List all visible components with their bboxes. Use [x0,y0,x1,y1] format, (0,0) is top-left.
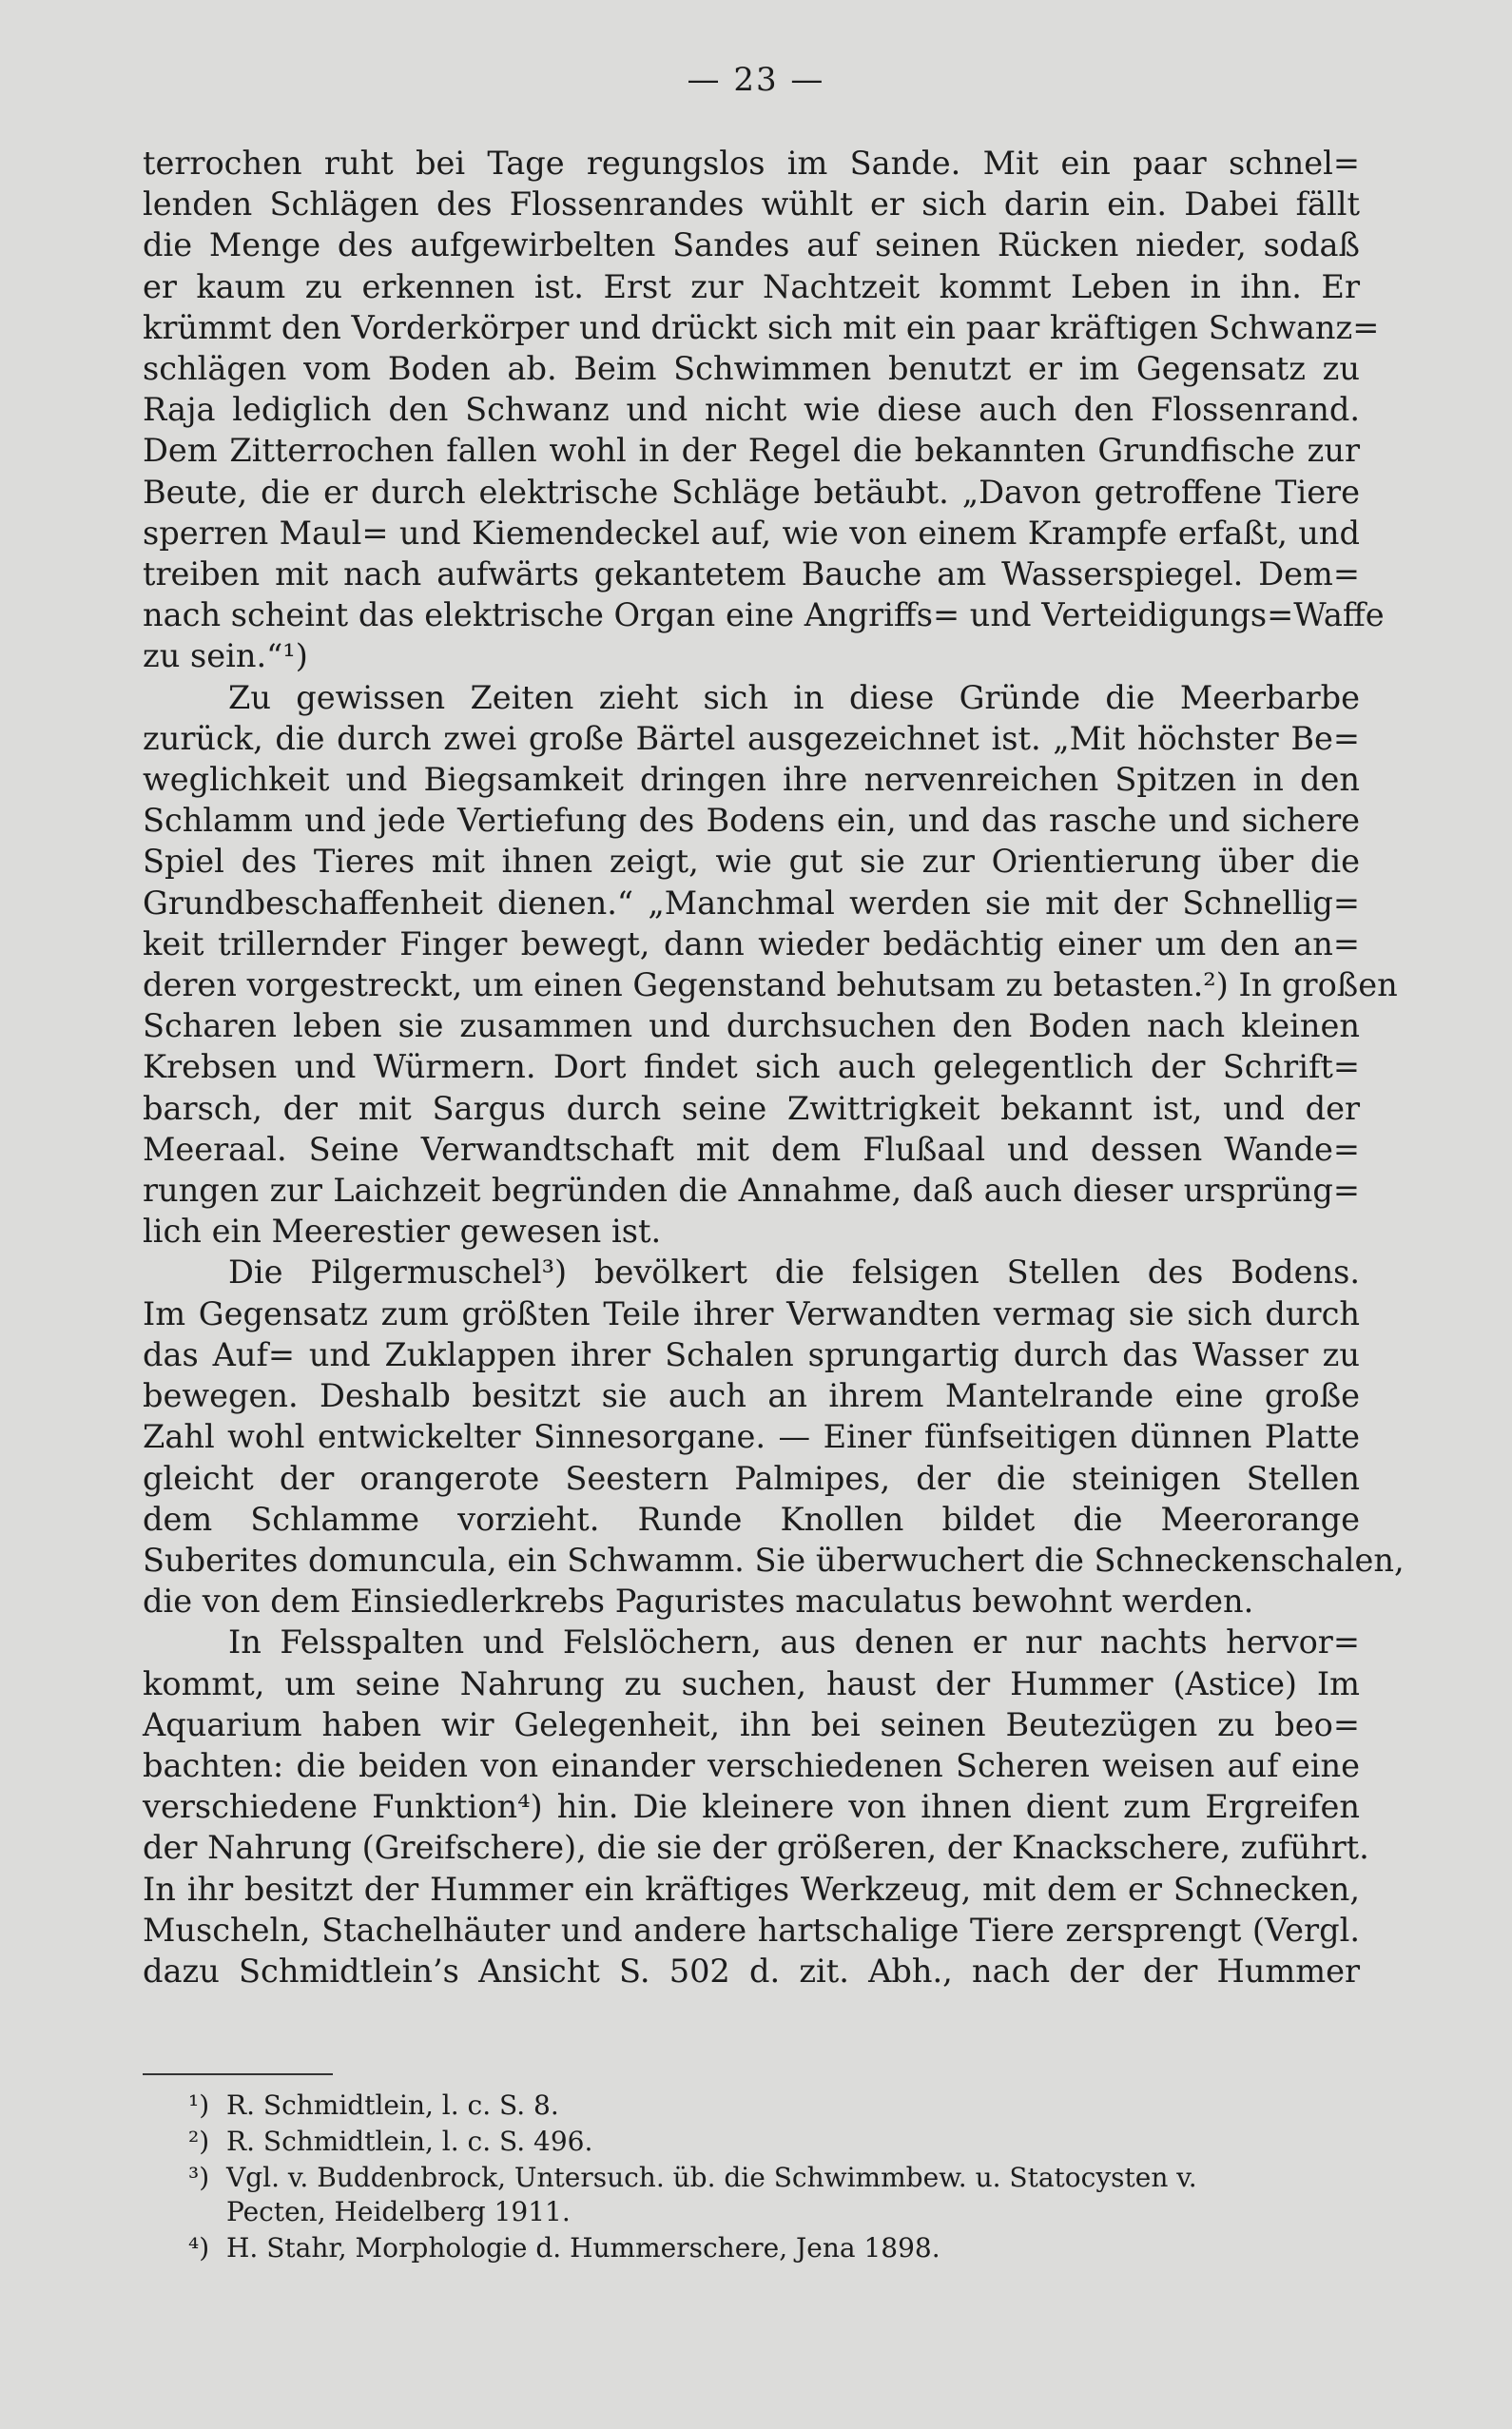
text-line: terrochen ruht bei Tage regungslos im Sande. Mit ein paar schnel= [143,145,1360,182]
text-line: barsch, der mit Sargus durch seine Zwittrigkeit bekannt ist, und der [143,1089,1360,1127]
text-line: die Menge des aufgewirbelten Sandes auf seinen Rücken nieder, sodaß [143,226,1360,264]
footnote-4 [188,2231,1348,2265]
footnote-1 [188,2089,1348,2123]
text-line: Spiel des Tieres mit ihnen zeigt, wie gut sie zur Orientierung über die [143,843,1360,881]
text-line: Dem Zitterrochen fallen wohl in der Regel die bekannten Grundfische zur [143,432,1360,470]
footnote-mark: ⁴) [188,2232,210,2264]
text-line: krümmt den Vorderkörper und drückt sich mit ein paar kräftigen Schwanz= [143,308,1380,346]
text-line: lich ein Meerestier gewesen ist. [143,1213,662,1251]
text-line: kommt, um seine Nahrung zu suchen, haust der Hummer (Astice) Im [143,1664,1360,1702]
footnote-text: H. Stahr, Morphologie d. Hummerschere, Jena 1898. [226,2232,940,2264]
text-line: der Nahrung (Greifschere), die sie der größeren, der Knackschere, zuführt. [143,1829,1369,1867]
text-line: Aquarium haben wir Gelegenheit, ihn bei seinen Beutezügen zu beo= [143,1705,1360,1743]
text-line: die von dem Einsiedlerkrebs Paguristes maculatus bewohnt werden. [143,1583,1254,1621]
text-line: Zahl wohl entwickelter Sinnesorgane. — Einer fünfseitigen dünnen Platte [143,1418,1360,1456]
text-line: keit trillernder Finger bewegt, dann wieder bedächtig einer um den an= [143,924,1360,962]
text-line: Raja lediglich den Schwanz und nicht wie diese auch den Flossenrand. [143,391,1360,429]
text-line: bachten: die beiden von einander verschiedenen Scheren weisen auf eine [143,1746,1360,1784]
text-line: Suberites domuncula, ein Schwamm. Sie überwuchert die Schneckenschalen, [143,1541,1405,1579]
text-line: nach scheint das elektrische Organ eine Angriffs= und Verteidigungs=Waffe [143,596,1385,634]
body-text [143,143,1405,1992]
footnote-3 [188,2161,1348,2195]
text-line: Muscheln, Stachelhäuter und andere hartschalige Tiere zersprengt (Vergl. [143,1911,1360,1949]
text-line: Krebsen und Würmern. Dort findet sich auch gelegentlich der Schrift= [143,1048,1360,1086]
text-line: dem Schlamme vorzieht. Runde Knollen bildet die Meerorange [143,1500,1360,1538]
text-line: Im Gegensatz zum größten Teile ihrer Verwandten vermag sie sich durch [143,1294,1360,1332]
text-line: Die Pilgermuschel³) bevölkert die felsigen Stellen des Bodens. [228,1253,1360,1292]
text-line: das Auf= und Zuklappen ihrer Schalen sprungartig durch das Wasser zu [143,1335,1360,1373]
text-line: treiben mit nach aufwärts gekantetem Bauche am Wasserspiegel. Dem= [143,555,1360,593]
text-line: Grundbeschaffenheit dienen.“ „Manchmal werden sie mit der Schnellig= [143,884,1360,922]
footnote-text: Vgl. v. Buddenbrock, Untersuch. üb. die Schwimmbew. u. Statocysten v. [226,2162,1197,2193]
text-line: zu sein.“¹) [143,637,308,675]
footnote-text: R. Schmidtlein, l. c. S. 8. [226,2089,559,2121]
text-line: Beute, die er durch elektrische Schläge betäubt. „Davon getroffene Tiere [143,473,1360,511]
footnote-2 [188,2125,1348,2159]
text-line: Scharen leben sie zusammen und durchsuchen den Boden nach kleinen [143,1007,1360,1045]
text-line: dazu Schmidtlein’s Ansicht S. 502 d. zit. Abh., nach der der Hummer [143,1952,1360,1990]
text-line: sperren Maul= und Kiemendeckel auf, wie von einem Krampfe erfaßt, und [143,514,1360,552]
text-line: In ihr besitzt der Hummer ein kräftiges Werkzeug, mit dem er Schnecken, [143,1870,1360,1908]
text-line: schlägen vom Boden ab. Beim Schwimmen benutzt er im Gegensatz zu [143,350,1360,388]
text-line: Meeraal. Seine Verwandtschaft mit dem Flußaal und dessen Wande= [143,1130,1360,1168]
footnote-text: R. Schmidtlein, l. c. S. 496. [226,2126,593,2157]
text-line: verschiedene Funktion⁴) hin. Die kleinere von ihnen dient zum Ergreifen [143,1788,1360,1826]
text-line: Zu gewissen Zeiten zieht sich in diese Gründe die Meerbarbe [228,678,1360,716]
footnote-mark: ²) [188,2126,210,2157]
text-line: deren vorgestreckt, um einen Gegenstand behutsam zu betasten.²) In großen [143,966,1398,1004]
text-line: rungen zur Laichzeit begründen die Annahme, daß auch dieser ursprüng= [143,1172,1360,1210]
text-line: In Felsspalten und Felslöchern, aus denen er nur nachts hervor= [228,1623,1360,1661]
text-line: lenden Schlägen des Flossenrandes wühlt er sich darin ein. Dabei fällt [143,185,1360,223]
text-line: zurück, die durch zwei große Bärtel ausgezeichnet ist. „Mit höchster Be= [143,719,1360,757]
footnote-divider [143,2073,333,2075]
text-line: bewegen. Deshalb besitzt sie auch an ihrem Mantelrande eine große [143,1377,1360,1415]
text-line: weglichkeit und Biegsamkeit dringen ihre nervenreichen Spitzen in den [143,761,1360,799]
footnote-3-continuation [226,2195,571,2229]
footnote-mark: ¹) [188,2089,210,2121]
footnote-text: Pecten, Heidelberg 1911. [226,2196,571,2227]
text-line: er kaum zu erkennen ist. Erst zur Nachtzeit kommt Leben in ihn. Er [143,267,1360,305]
footnote-mark: ³) [188,2162,210,2193]
text-line: gleicht der orangerote Seestern Palmipes, der die steinigen Stellen [143,1459,1360,1497]
text-line: Schlamm und jede Vertiefung des Bodens ein, und das rasche und sichere [143,802,1360,840]
page-number: — 23 — [687,61,825,99]
